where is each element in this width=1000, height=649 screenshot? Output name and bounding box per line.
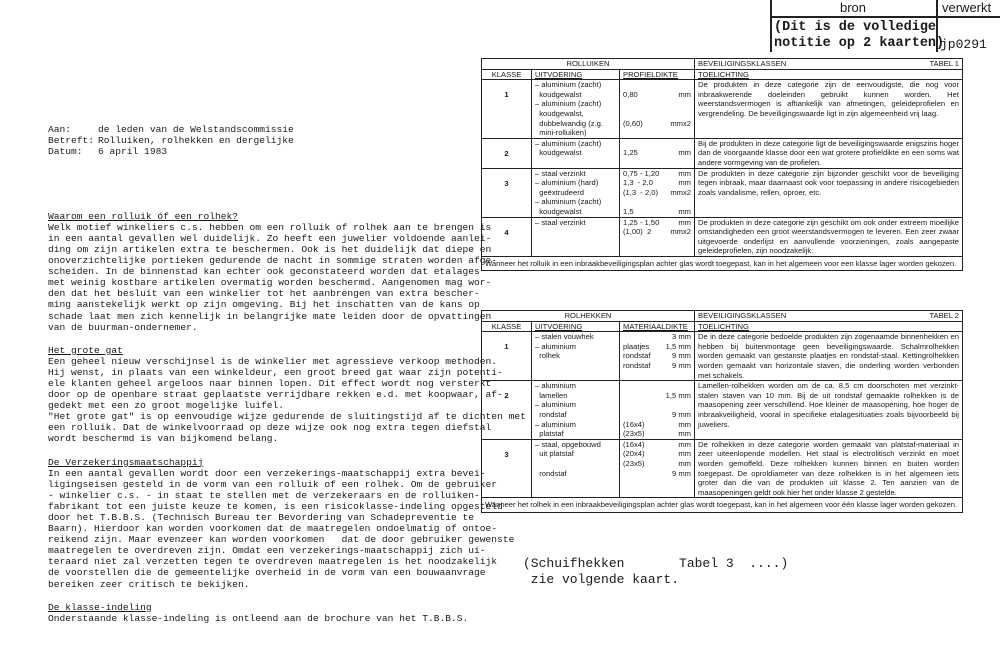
- uitvoering-line: mini-rolluiken): [535, 128, 587, 138]
- toelichting-cell: Lamellen-rolhekken worden om de ca. 8,5 cm doorschoten met verzinkt-stalen staven van 10 mm. Bij de uit rondstaf gemaakte rolhekken is de maasopening zeer verschillend. Hoe kleiner de maasopening, hoe hoger de inbraakveiligheid, vooral in specifieke etalagesituaties zoals bijvoorbeeld bij juweliers.: [698, 381, 959, 429]
- toelichting-cell: De produkten in deze categorie zijn de eenvoudigste, die nog voor inbraakwerende doeleinden gebruikt kunnen worden. Het weerstandsvermogen is afhankelijk van afmetingen, geleideprofielen en vergrendeling. De beveiligingswaarde ligt in zijn algemeenheid vrij laag.: [698, 80, 959, 118]
- klasse-cell: 1: [482, 332, 532, 380]
- dikte-unit: mm: [678, 449, 691, 459]
- meta-row: [48, 146, 458, 157]
- uitvoering-line: – aluminium (zacht): [535, 80, 602, 90]
- dikte-value: (23x5): [623, 458, 645, 468]
- dikte-line: [623, 99, 691, 109]
- uitvoering-line: rondstaf: [535, 468, 567, 478]
- dikte-value: (1,3 - 2,0): [623, 187, 659, 197]
- stamp-note-line1: (Dit is de volledige: [774, 20, 937, 35]
- dikte-line: [623, 80, 691, 90]
- toelichting-cell: De produkten in deze categorie zijn geschikt om ook onder extreem moeilijke omstandigheden een groot weerstandsvermogen te leveren. Een zeer zwaar uitgevoerde onderlijst en aanvullende voorzieningen, zoals aangepaste geleideprofielen, zijn noodzakelijk.: [698, 217, 959, 256]
- dikte-line: [623, 178, 691, 188]
- dikte-cell: [620, 169, 695, 217]
- dikte-unit: mmx2: [670, 227, 691, 237]
- classes-title: BEVEILIGINGSKLASSEN: [698, 311, 787, 320]
- table-title: ROLHEKKEN: [482, 311, 695, 321]
- dikte-unit: mm: [678, 206, 691, 216]
- dikte-value: (16x4): [623, 419, 645, 429]
- meta-value: Rolluiken, rolhekken en dergelijke: [98, 135, 294, 147]
- table-footnote: Wanneer het rolluik in een inbraakbeveiligingsplan achter glas wordt toegepast, kan in het algemeen voor een klasse lager worden gekozen.: [485, 258, 957, 268]
- table-row: [482, 169, 962, 218]
- letter-section: [48, 210, 498, 333]
- table-title-right: [695, 311, 962, 321]
- dikte-cell: [620, 80, 695, 138]
- letter-section: [48, 456, 515, 590]
- continuation-line2: zie volgende kaart.: [523, 572, 680, 587]
- table-label: TABEL 1: [929, 59, 959, 68]
- dikte-line: [623, 469, 691, 479]
- table-label: TABEL 2: [929, 311, 959, 320]
- uitvoering-line: dubbelwandig (z.g.: [535, 118, 603, 128]
- uitvoering-line: – aluminium: [535, 381, 576, 391]
- meta-value: de leden van de Welstandscommissie: [98, 124, 294, 136]
- column-header: KLASSE: [482, 70, 532, 80]
- paragraph-line: teraard niet zal verzetten tegen te overdreven maatregelen is het noodzakelijk: [48, 556, 498, 568]
- dikte-line: [623, 197, 691, 207]
- toelichting-cell: Bij de produkten in deze categorie ligt de beveiligingswaarde enigszins hoger dan de voorgaande klasse door een wat grotere profieldikte en een soms wat andere vormgeving van de profielen.: [698, 138, 959, 167]
- letter-section: [48, 601, 469, 624]
- dikte-value: rondstaf: [623, 351, 651, 361]
- dikte-value: (16x4): [623, 439, 645, 449]
- paragraph-line: ligingseisen gesteld in de vorm van een rolluik of een rolhek. Om de gebruiker: [48, 478, 498, 490]
- table-rolhekken: [481, 310, 963, 513]
- uitvoering-line: – stalen vouwhek: [535, 332, 594, 342]
- uitvoering-line: [535, 361, 616, 371]
- meta-row: [48, 124, 458, 135]
- dikte-line: [623, 410, 691, 420]
- paragraph-line: reikend zijn. Maar evenzeer kan worden voorkomen dat de door gebruiker gewenste: [48, 534, 515, 546]
- dikte-line: [623, 351, 691, 361]
- dikte-line: [623, 207, 691, 217]
- letter-sections: [48, 210, 526, 624]
- uitvoering-line: – staal verzinkt: [535, 217, 586, 227]
- dikte-line: [623, 342, 691, 352]
- paragraph-line: onoverzichtelijke portieken gedurende de nacht in sommige straten worden afge-: [48, 255, 498, 267]
- paragraph-line: - winkelier c.s. - in staat te stellen met de verzekeraars en de rolluiken-: [48, 489, 480, 501]
- stamp-source-note: [774, 20, 944, 52]
- klasse-cell: 1: [482, 80, 532, 138]
- table-row: [482, 440, 962, 499]
- klasse-cell: 2: [482, 139, 532, 168]
- paragraph-line: maatregelen te overdreven zijn. Omdat een verzekerings-maatschappij zich ui-: [48, 545, 486, 557]
- table-title-row: [482, 311, 962, 322]
- column-header: MATERIAALDIKTE: [620, 322, 695, 332]
- section-heading: De klasse-indeling: [48, 601, 152, 613]
- section-heading: Waarom een rolluik óf een rolhek?: [48, 210, 238, 222]
- dikte-value: (20x4): [623, 449, 645, 459]
- uitvoering-line: rolhek: [535, 351, 560, 361]
- uitvoering-line: [535, 459, 616, 469]
- dikte-line: [623, 148, 691, 158]
- stamp-note-line2: notitie op 2 kaarten): [774, 36, 945, 51]
- dikte-cell: [620, 381, 695, 439]
- dikte-unit: mm: [678, 89, 691, 99]
- toelichting-cell: De produkten in deze categorie zijn bijzonder geschikt voor de beveiliging tegen inbraak, maar daarnaast ook voor toepassing in andere risicogebieden zoals vandalisme, rellen, oproer, etc.: [698, 168, 959, 197]
- continuation-line1: (Schuifhekken Tabel 3 ....): [523, 556, 789, 571]
- paragraph-line: van de buurman-ondernemer.: [48, 321, 198, 333]
- dikte-unit: mmx2: [670, 187, 691, 197]
- paragraph-line: door het T.B.B.S. (Technisch Bureau ter Bevordering van Schadepreventie te: [48, 512, 475, 523]
- paragraph-line: een rolluik. Dat de winkelvoorraad op deze wijze ook nog extra tegen diefstal: [48, 422, 492, 434]
- dikte-unit: 1,5 mm: [665, 341, 691, 351]
- paragraph-line: ming aanstekelijk werkt op zijn omgeving. Bij het inschatten van de kans op: [48, 299, 480, 311]
- paragraph-line: In een aantal gevallen wordt door een verzekerings-maatschappij extra bevei-: [48, 467, 486, 479]
- dikte-cell: [620, 332, 695, 380]
- table-row: [482, 218, 962, 257]
- dikte-value: rondstaf: [623, 360, 651, 370]
- paragraph-line: gedekt met een zo groot mogelijke luifel.: [48, 400, 285, 412]
- dikte-line: [623, 218, 691, 228]
- stamp-processed-code: jp0291: [940, 37, 987, 52]
- dikte-line: [623, 381, 691, 391]
- dikte-line: [623, 361, 691, 371]
- dikte-line: [623, 139, 691, 149]
- dikte-value: 0,80: [623, 89, 638, 99]
- paragraph-line: Welk motief winkeliers c.s. hebben om een rolluik of rolhek aan te brengen is: [48, 221, 492, 233]
- paragraph-line: bereiken zeer critisch te bekijken.: [48, 578, 250, 590]
- dikte-unit: 3 mm: [672, 332, 691, 342]
- paragraph-line: scheiden. In de binnenstad kan echter ook geconstateerd worden dat etalages: [48, 266, 480, 278]
- paragraph-line: Een geheel nieuw verschijnsel is de winkelier met agressieve verkoop methoden.: [48, 355, 498, 367]
- paragraph-line: fabrikant tot een juiste keuze te komen, is een risicoklasse-indeling opgesteld: [48, 500, 503, 512]
- uitvoering-line: – aluminium (zacht): [535, 99, 602, 109]
- uitvoering-line: [535, 371, 616, 381]
- dikte-line: [623, 119, 691, 129]
- paragraph-line: de voorstellen die de gemeentelijke overheid in de vorm van een bouwaanvrage: [48, 567, 486, 579]
- column-header: UITVOERING: [532, 322, 620, 332]
- dikte-line: [623, 90, 691, 100]
- klasse-cell: 3: [482, 440, 532, 498]
- dikte-value: 1,5: [623, 206, 634, 216]
- uitvoering-line: rondstaf: [535, 409, 567, 419]
- column-header: TOELICHTING: [698, 69, 749, 79]
- klasse-cell: 2: [482, 381, 532, 439]
- uitvoering-cell: [532, 440, 620, 498]
- dikte-line: [623, 128, 691, 138]
- dikte-value: 1,25 - 1,50: [623, 217, 660, 227]
- paragraph-line: in een aantal gevallen wel duidelijk. Zo heeft een juwelier voldoende aanlei-: [48, 232, 492, 244]
- column-header: PROFIELDIKTE: [620, 70, 695, 80]
- uitvoering-cell: [532, 80, 620, 138]
- meta-key: Aan:: [48, 124, 72, 136]
- dikte-line: [623, 440, 691, 450]
- meta-value: 6 april 1983: [98, 146, 168, 158]
- dikte-unit: mm: [678, 148, 691, 158]
- dikte-line: [623, 371, 691, 381]
- dikte-line: [623, 227, 691, 237]
- table-row: [482, 139, 962, 169]
- dikte-unit: 9 mm: [672, 409, 691, 419]
- dikte-line: [623, 169, 691, 179]
- dikte-line: [623, 420, 691, 430]
- dikte-line: [623, 459, 691, 469]
- table-rolluiken: [481, 58, 963, 271]
- dikte-value: 1,25: [623, 148, 638, 158]
- uitvoering-line: – aluminium: [535, 419, 576, 429]
- uitvoering-cell: [532, 381, 620, 439]
- dikte-value: (0,60): [623, 118, 643, 128]
- column-header: KLASSE: [482, 322, 532, 332]
- column-header: TOELICHTING: [698, 321, 749, 331]
- uitvoering-line: – aluminium: [535, 400, 576, 410]
- paragraph-line: met weinig kostbare artikelen overmatig worden beschermd. Aangenomen mag wor-: [48, 277, 492, 289]
- paragraph-line: schade laat men zich kennelijk in belangrijke mate leiden door de opvattingen: [48, 310, 492, 322]
- uitvoering-cell: [532, 332, 620, 380]
- classes-title: BEVEILIGINGSKLASSEN: [698, 59, 787, 68]
- paragraph-line: door op de openbare straat geplaatste verrijdbare rekken e.d. met koopwaar, af-: [48, 389, 503, 401]
- dikte-unit: mm: [678, 458, 691, 468]
- paragraph-line: Baarn). Hierdoor kan worden voorkomen dat de maatregelen ondoelmatig of ontoe-: [48, 523, 498, 535]
- klasse-cell: 3: [482, 169, 532, 217]
- meta-key: Betreft:: [48, 135, 95, 147]
- uitvoering-line: – aluminium (zacht): [535, 197, 602, 207]
- column-header: UITVOERING: [532, 70, 620, 80]
- dikte-unit: mm: [678, 178, 691, 188]
- paragraph-line: ele klanten geheel argeloos naar binnen lopen. Dit effect wordt nog versterkt: [48, 377, 492, 389]
- paragraph-line: Onderstaande klasse-indeling is ontleend aan de brochure van het T.B.B.S.: [48, 612, 469, 624]
- uitvoering-line: uit platstaf: [535, 449, 574, 459]
- letter-meta: [48, 124, 458, 157]
- dikte-unit: 9 mm: [672, 351, 691, 361]
- dikte-unit: 9 mm: [672, 468, 691, 478]
- dikte-unit: 9 mm: [672, 360, 691, 370]
- archive-stamp: [770, 0, 1000, 52]
- dikte-unit: mm: [678, 168, 691, 178]
- table-title: ROLLUIKEN: [482, 59, 695, 69]
- uitvoering-cell: [532, 218, 620, 256]
- dikte-line: [623, 400, 691, 410]
- uitvoering-line: koudgewalst: [535, 206, 582, 216]
- dikte-line: [623, 332, 691, 342]
- table-row: [482, 381, 962, 440]
- dikte-value: 1,3 - 2,0: [623, 178, 653, 188]
- dikte-unit: mm: [678, 419, 691, 429]
- table-row: [482, 80, 962, 139]
- dikte-value: (23x5): [623, 429, 645, 439]
- dikte-cell: [620, 139, 695, 168]
- letter-section: [48, 344, 526, 445]
- paragraph-line: wordt beschermd is van bijkomend belang.: [48, 433, 279, 445]
- table-header-row: [482, 70, 962, 81]
- uitvoering-line: platstaf: [535, 429, 564, 439]
- uitvoering-line: – aluminium: [535, 341, 576, 351]
- stamp-header-rule: [770, 16, 1000, 18]
- table-title-row: [482, 59, 962, 70]
- dikte-unit: mm: [678, 439, 691, 449]
- dikte-value: 0,75 - 1,20: [623, 168, 660, 178]
- uitvoering-cell: [532, 139, 620, 168]
- toelichting-cell: De rolhekken in deze categorie worden gemaakt van platstaf-materiaal in zeer uiteenlopende modellen. Het staal is electrolitisch verzinkt en moet worden gemoffeld. Deze rolhekken kunnen binnen en buiten worden toegepast. De oproldiameter van deze rolhekken is in het algemeen iets groter dan die van de produkten uit klasse 2. Ten aanzien van de maasopeningen geldt ook hier het onder klasse 2 gestelde.: [698, 439, 959, 497]
- dikte-line: [623, 449, 691, 459]
- table-header-row: [482, 322, 962, 333]
- dikte-unit: mm: [678, 217, 691, 227]
- uitvoering-line: – staal, opgebouwd: [535, 439, 601, 449]
- uitvoering-line: koudgewalst: [535, 148, 582, 158]
- paragraph-line: den dat het besluit van een winkelier tot het aanbrengen van extra bescher-: [48, 288, 480, 300]
- section-heading: Het grote gat: [48, 344, 123, 356]
- dikte-value: plaatjes: [623, 341, 650, 351]
- dikte-cell: [620, 218, 695, 256]
- paragraph-line: ding om zijn artikelen extra te beschermen. Ook is het duidelijk dat diepe en: [48, 243, 492, 255]
- letter-body: [48, 102, 526, 635]
- paragraph-line: Hij wenst, in plaats van een winkeldeur, een groot breed gat waar zijn potenti-: [48, 366, 503, 378]
- paragraph-line: "Het grote gat" is op eenvoudige wijze gedurende de sluitingstijd af te dichten met: [48, 411, 526, 423]
- dikte-unit: 1,5 mm: [665, 390, 691, 400]
- uitvoering-line: koudgewalst: [535, 89, 582, 99]
- meta-key: Datum:: [48, 146, 83, 158]
- uitvoering-cell: [532, 169, 620, 217]
- uitvoering-line: – aluminium (zacht): [535, 138, 602, 148]
- stamp-processed-label: verwerkt: [942, 0, 992, 15]
- table-title-right: [695, 59, 962, 69]
- uitvoering-line: – staal verzinkt: [535, 168, 586, 178]
- dikte-line: [623, 109, 691, 119]
- klasse-cell: 4: [482, 218, 532, 256]
- section-heading: De Verzekeringsmaatschappij: [48, 456, 204, 468]
- uitvoering-line: lamellen: [535, 390, 568, 400]
- dikte-line: [623, 429, 691, 439]
- dikte-value: (1,00) 2: [623, 227, 652, 237]
- dikte-cell: [620, 440, 695, 498]
- uitvoering-line: koudgewalst,: [535, 108, 584, 118]
- continuation-note: [523, 556, 788, 588]
- table-footnote: Wanneer het rolhek in een inbraakbeveiligingsplan achter glas wordt toegepast, kan in het algemeen voor één klasse lager worden gekozen.: [485, 500, 958, 510]
- dikte-unit: mm: [678, 429, 691, 439]
- meta-row: [48, 135, 458, 146]
- dikte-unit: mmx2: [670, 118, 691, 128]
- dikte-line: [623, 188, 691, 198]
- toelichting-cell: De in deze categorie bedoelde produkten zijn zogenaamde binnenhekken en hebben bij buitenmontage geen beveiligingswaarde. Schalmrolhekken worden gemaakt van gestanste plaatjes en rondstaf-staal. Kettingrolhekken worden gemaakt van horizontale staven, die onderling worden verbonden met schakels.: [698, 332, 959, 380]
- stamp-source-label: bron: [839, 0, 867, 15]
- dikte-line: [623, 391, 691, 401]
- table-row: [482, 332, 962, 381]
- uitvoering-line: geëxtrudeerd: [535, 187, 584, 197]
- uitvoering-line: – aluminium (hard): [535, 178, 599, 188]
